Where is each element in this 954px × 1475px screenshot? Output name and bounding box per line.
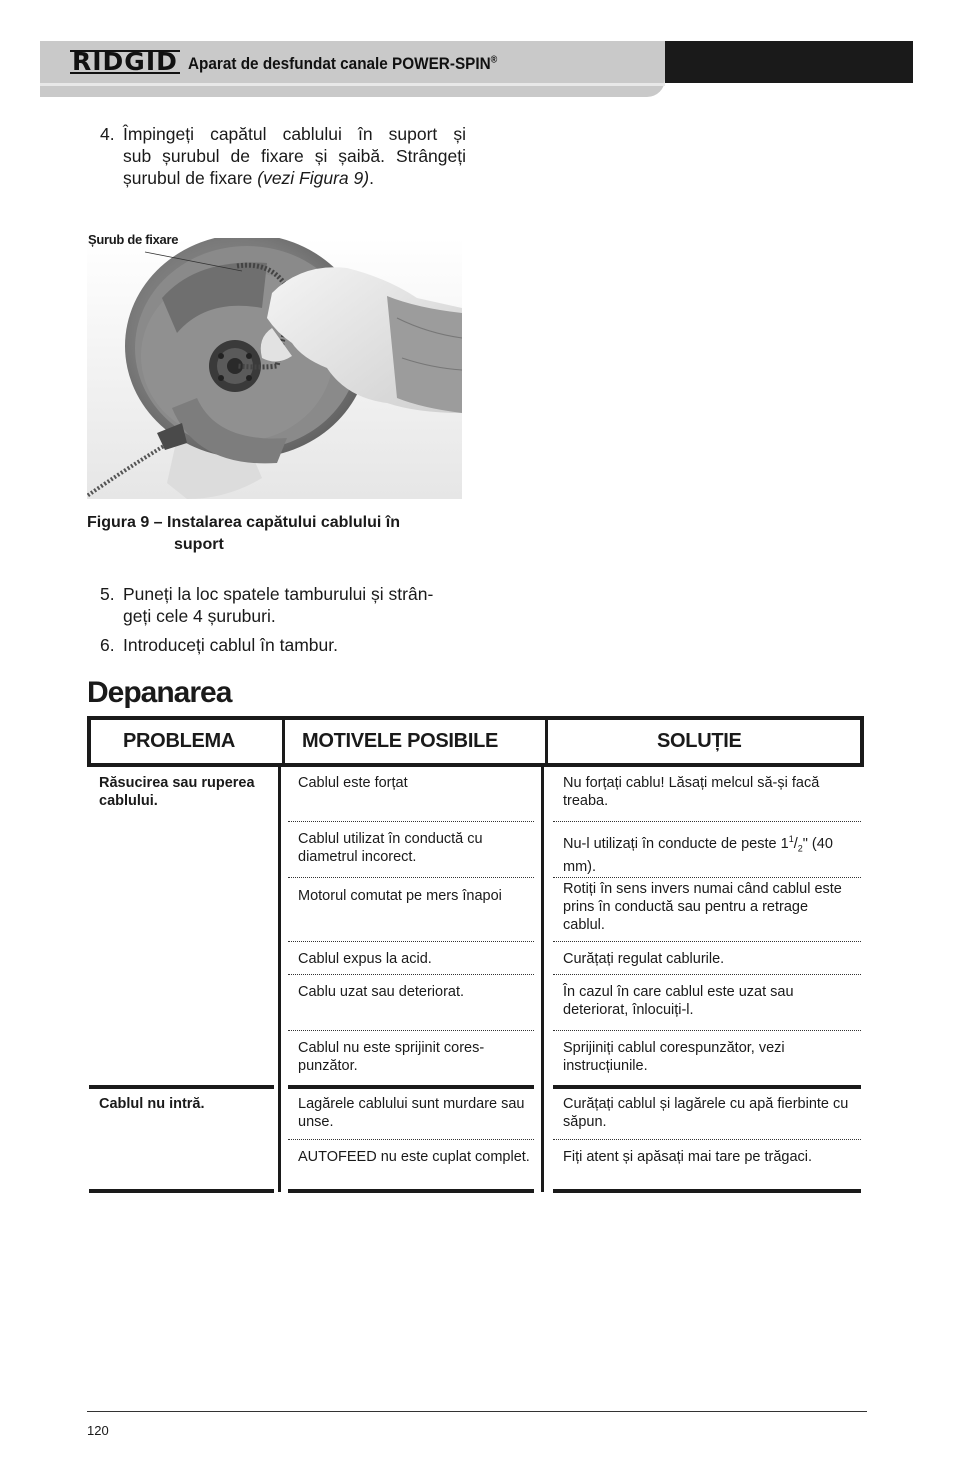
solution-cell: Nu-l utilizați în conducte de peste $1^1/_2$" (40 mm).: [563, 834, 833, 875]
footer-rule: [87, 1411, 867, 1412]
table-bottom-rule: [89, 1189, 274, 1193]
ridgid-logo: RIDGID: [72, 47, 178, 76]
caption-line: suport: [174, 536, 224, 553]
row-separator: [288, 877, 534, 878]
cause-cell: Cablul utilizat în conductă cu diametrul incorect.: [298, 831, 483, 865]
step-number: 5.: [100, 584, 115, 604]
group-separator: [553, 1085, 861, 1089]
header-problem: PROBLEMA: [123, 730, 236, 752]
row-separator: [553, 941, 861, 942]
cause-cell: Cablul este forțat: [298, 775, 408, 791]
step-line: Împingeți capătul cablului în suport și: [123, 124, 466, 144]
header-divider: [545, 720, 548, 763]
row-separator: [553, 877, 861, 878]
row-separator: [288, 821, 534, 822]
row-separator: [553, 974, 861, 975]
figure-9-photo: [87, 238, 462, 499]
cause-cell: Lagărele cablului sunt murdare sau unse.: [298, 1096, 525, 1130]
step-number: 4.: [100, 124, 115, 144]
column-rule: [278, 767, 281, 1192]
figure-caption: [87, 512, 400, 556]
table-bottom-rule: [288, 1189, 534, 1193]
solution-cell: Nu forțați cablu! Lăsați melcul să-și facă treaba.: [563, 775, 820, 809]
step-text: [123, 634, 483, 656]
callout-label-set-screw: Șurub de fixare: [88, 232, 179, 247]
step-text: [123, 123, 466, 189]
solution-cell: În cazul în care cablul este uzat sau deteriorat, înlocuiți-l.: [563, 984, 794, 1018]
solution-cell: Rotiți în sens invers numai când cablul este prins în conductă sau pentru a retrage cablul.: [563, 881, 842, 933]
row-separator: [553, 1030, 861, 1031]
solution-cell: Curățați cablul și lagărele cu apă fierbinte cu săpun.: [563, 1096, 849, 1130]
header-divider: [282, 720, 285, 763]
row-separator: [288, 1139, 534, 1140]
problem-cell: Răsucirea sau ruperea cablului.: [99, 775, 255, 809]
step-text: [123, 583, 483, 627]
header-title: Aparat de desfundat canale POWER-SPIN®: [188, 54, 498, 73]
step-line: geți cele 4 șuruburi.: [123, 606, 276, 626]
header-causes: MOTIVELE POSIBILE: [302, 730, 499, 752]
row-separator: [553, 1139, 861, 1140]
registered-mark: ®: [490, 54, 498, 66]
cause-cell: Motorul comutat pe mers înapoi: [298, 888, 502, 904]
section-heading: Depanarea: [87, 676, 232, 709]
table-header: [87, 716, 864, 767]
header-accent-line: [40, 83, 665, 86]
row-separator: [288, 941, 534, 942]
problem-cell: Cablul nu intră.: [99, 1096, 205, 1112]
solution-cell: Sprijiniți cablul corespunzător, vezi instrucțiunile.: [563, 1040, 785, 1074]
step-number: 6.: [100, 635, 115, 655]
step-line: șurubul de fixare (vezi Figura 9).: [123, 168, 374, 188]
group-separator: [288, 1085, 534, 1089]
table-bottom-rule: [553, 1189, 861, 1193]
cause-cell: AUTOFEED nu este cuplat complet.: [298, 1149, 530, 1165]
step-line: Introduceți cablul în tambur.: [123, 635, 338, 655]
caption-line: Figura 9 – Instalarea capătului cablului în: [87, 514, 400, 531]
page-number: 120: [87, 1423, 109, 1438]
figure-reference: (vezi Figura 9): [257, 168, 370, 188]
group-separator: [89, 1085, 274, 1089]
solution-cell: Curățați regulat cablurile.: [563, 951, 725, 967]
header-dark-block: [665, 41, 913, 83]
step-line: sub șurubul de fixare și șaibă. Strângeți: [123, 146, 466, 166]
cause-cell: Cablul expus la acid.: [298, 951, 432, 967]
column-rule: [541, 767, 544, 1192]
cause-cell: Cablu uzat sau deteriorat.: [298, 984, 465, 1000]
solution-cell: Fiți atent și apăsați mai tare pe trăgaci.: [563, 1149, 813, 1165]
row-separator: [288, 974, 534, 975]
cause-cell: Cablul nu este sprijinit cores-punzător.: [298, 1040, 485, 1074]
header-solution: SOLUȚIE: [657, 730, 742, 752]
row-separator: [553, 821, 861, 822]
row-separator: [288, 1030, 534, 1031]
step-line: Puneți la loc spatele tamburului și strân-: [123, 584, 434, 604]
